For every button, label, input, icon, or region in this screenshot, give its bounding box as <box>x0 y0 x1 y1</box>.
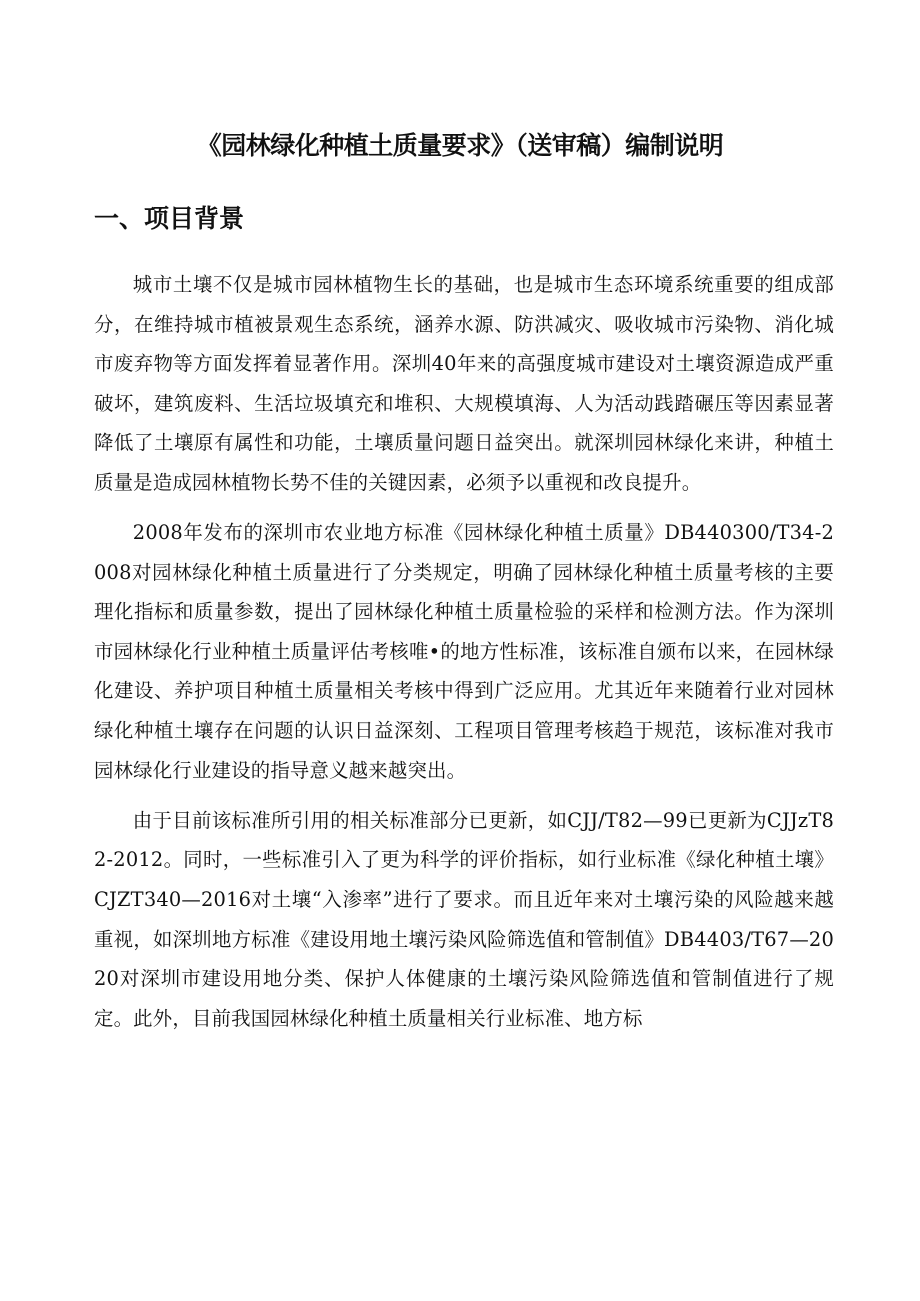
paragraph: 城市土壤不仅是城市园林植物生长的基础，也是城市生态环境系统重要的组成部分，在维持城市植被景观生态系统，涵养水源、防洪减灾、吸收城市污染物、消化城市废弃物等方面发挥着显著作用。深圳40年来的高强度城市建设对土壤资源造成严重破坏，建筑废料、生活垃圾填充和堆积、大规模填海、人为活动践踏碾压等因素显著降低了土壤原有属性和功能，土壤质量问题日益突出。就深圳园林绿化来讲，种植土质量是造成园林植物长势不佳的关键因素，必须予以重视和改良提升。 <box>94 273 834 494</box>
body-text <box>94 265 834 1049</box>
section-heading: 一、项目背景 <box>94 204 245 233</box>
paragraph: 2008年发布的深圳市农业地方标准《园林绿化种植土质量》DB440300/T34-2008对园林绿化种植土质量进行了分类规定，明确了园林绿化种植土质量考核的主要理化指标和质量参数，提出了园林绿化种植土质量检验的采样和检测方法。作为深圳市园林绿化行业种植土质量评估考核唯•的地方性标准，该标准自颁布以来，在园林绿化建设、养护项目种植土质量相关考核中得到广泛应用。尤其近年来随着行业对园林绿化种植土壤存在问题的认识日益深刻、工程项目管理考核趋于规范，该标准对我市园林绿化行业建设的指导意义越来越突出。 <box>94 521 834 782</box>
document-title: 《园林绿化种植土质量要求》（送审稿）编制说明 <box>196 131 724 160</box>
paragraph: 由于目前该标准所引用的相关标准部分已更新，如CJJ/T82—99已更新为CJJzT82-2012。同时，一些标准引入了更为科学的评价指标，如行业标准《绿化种植土壤》CJZT340—2016对土壤“入渗率”进行了要求。而且近年来对土壤污染的风险越来越重视，如深圳地方标准《建设用地土壤污染风险筛选值和管制值》DB4403/T67—2020对深圳市建设用地分类、保护人体健康的土壤污染风险筛选值和管制值进行了规定。此外，目前我国园林绿化种植土质量相关行业标准、地方标 <box>94 808 834 1030</box>
